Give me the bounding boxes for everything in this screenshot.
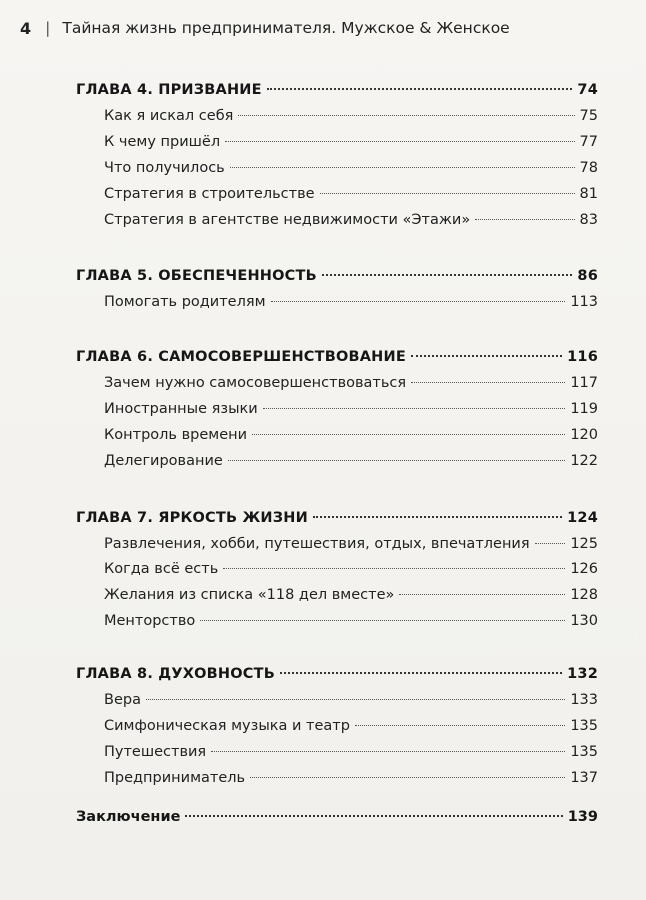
toc-page-number: 135 (570, 718, 598, 734)
toc-title: Желания из списка «118 дел вместе» (104, 587, 395, 603)
toc-title: Вера (104, 692, 141, 708)
dot-leader (228, 460, 566, 461)
toc-page-number: 126 (570, 561, 598, 577)
toc-section[interactable] (104, 209, 598, 231)
toc-page-number: 86 (577, 268, 598, 284)
toc-title: Стратегия в агентстве недвижимости «Этажи» (104, 212, 471, 228)
toc-page-number: 119 (570, 401, 598, 417)
toc-section[interactable] (104, 398, 598, 420)
toc-title: ГЛАВА 6. САМОСОВЕРШЕНСТВОВАНИЕ (76, 349, 406, 365)
dot-leader (185, 815, 562, 817)
dot-leader (267, 88, 573, 90)
toc-title: Зачем нужно самосовершенствоваться (104, 375, 407, 391)
dot-leader (411, 355, 562, 357)
toc-title: К чему пришёл (104, 134, 221, 150)
toc-title: ГЛАВА 7. ЯРКОСТЬ ЖИЗНИ (76, 510, 308, 526)
page-number: 4 (20, 18, 32, 38)
dot-leader (263, 408, 566, 409)
toc-section[interactable] (104, 741, 598, 763)
toc-title: Контроль времени (104, 427, 248, 443)
toc-title: Менторство (104, 613, 196, 629)
dot-leader (280, 672, 562, 674)
toc-page-number: 74 (577, 82, 598, 98)
toc-page-number: 125 (570, 536, 598, 552)
dot-leader (230, 167, 575, 168)
book-title: Тайная жизнь предпринимателя. Мужское & Женское (62, 19, 510, 37)
toc-page-number: 81 (579, 186, 598, 202)
toc-section[interactable] (104, 157, 598, 179)
toc-chapter-5[interactable] (76, 265, 598, 287)
toc-page-number: 130 (570, 613, 598, 629)
dot-leader (355, 725, 565, 726)
toc-chapter-8[interactable] (76, 663, 598, 685)
toc-section[interactable] (104, 689, 598, 711)
toc-page-number: 128 (570, 587, 598, 603)
toc-section[interactable] (104, 183, 598, 205)
dot-leader (411, 382, 565, 383)
toc-page-number: 132 (567, 666, 598, 682)
toc-page-number: 133 (570, 692, 598, 708)
toc-section[interactable] (104, 533, 598, 555)
dot-leader (211, 751, 565, 752)
toc-page-number: 78 (579, 160, 598, 176)
toc-page-number: 124 (567, 510, 598, 526)
toc-section[interactable] (104, 450, 598, 472)
dot-leader (225, 141, 574, 142)
dot-leader (223, 568, 565, 569)
dot-leader (535, 543, 566, 544)
dot-leader (475, 219, 574, 220)
toc-title: ГЛАВА 4. ПРИЗВАНИЕ (76, 82, 262, 98)
toc-title: Предприниматель (104, 770, 246, 786)
toc-section[interactable] (104, 291, 598, 313)
toc-title: Заключение (76, 809, 181, 825)
toc-chapter-6[interactable] (76, 346, 598, 368)
dot-leader (250, 777, 565, 778)
header-separator: | (45, 19, 51, 37)
toc-section[interactable] (104, 584, 598, 606)
toc-title: Помогать родителям (104, 294, 266, 310)
toc-page-number: 120 (570, 427, 598, 443)
dot-leader (313, 516, 562, 518)
toc-title: Как я искал себя (104, 108, 234, 124)
dot-leader (399, 594, 565, 595)
dot-leader (238, 115, 574, 116)
toc-title: Симфоническая музыка и театр (104, 718, 350, 734)
toc-page-number: 117 (570, 375, 598, 391)
toc-section[interactable] (104, 105, 598, 127)
toc-title: Развлечения, хобби, путешествия, отдых, впечатления (104, 536, 530, 552)
toc-page-number: 113 (570, 294, 598, 310)
toc-page-number: 139 (567, 809, 598, 825)
toc-section[interactable] (104, 767, 598, 789)
toc-title: Что получилось (104, 160, 225, 176)
toc-title: ГЛАВА 8. ДУХОВНОСТЬ (76, 666, 275, 682)
toc-page-number: 122 (570, 453, 598, 469)
toc-title: Путешествия (104, 744, 207, 760)
toc-section[interactable] (104, 372, 598, 394)
toc-title: Стратегия в строительстве (104, 186, 315, 202)
toc-chapter-4[interactable] (76, 79, 598, 101)
toc-section[interactable] (104, 131, 598, 153)
toc-conclusion[interactable] (76, 806, 598, 828)
toc-section[interactable] (104, 715, 598, 737)
toc-page-number: 83 (579, 212, 598, 228)
dot-leader (322, 274, 573, 276)
toc-page-number: 137 (570, 770, 598, 786)
toc-page-number: 135 (570, 744, 598, 760)
toc-title: Иностранные языки (104, 401, 258, 417)
toc-title: ГЛАВА 5. ОБЕСПЕЧЕННОСТЬ (76, 268, 317, 284)
toc-page-number: 75 (579, 108, 598, 124)
toc-title: Когда всё есть (104, 561, 219, 577)
dot-leader (252, 434, 565, 435)
dot-leader (146, 699, 565, 700)
toc-page-number: 116 (567, 349, 598, 365)
toc-section[interactable] (104, 610, 598, 632)
toc-section[interactable] (104, 424, 598, 446)
toc-title: Делегирование (104, 453, 223, 469)
dot-leader (200, 620, 565, 621)
dot-leader (320, 193, 575, 194)
toc-section[interactable] (104, 558, 598, 580)
toc-page-number: 77 (579, 134, 598, 150)
dot-leader (271, 301, 566, 302)
toc-chapter-7[interactable] (76, 507, 598, 529)
